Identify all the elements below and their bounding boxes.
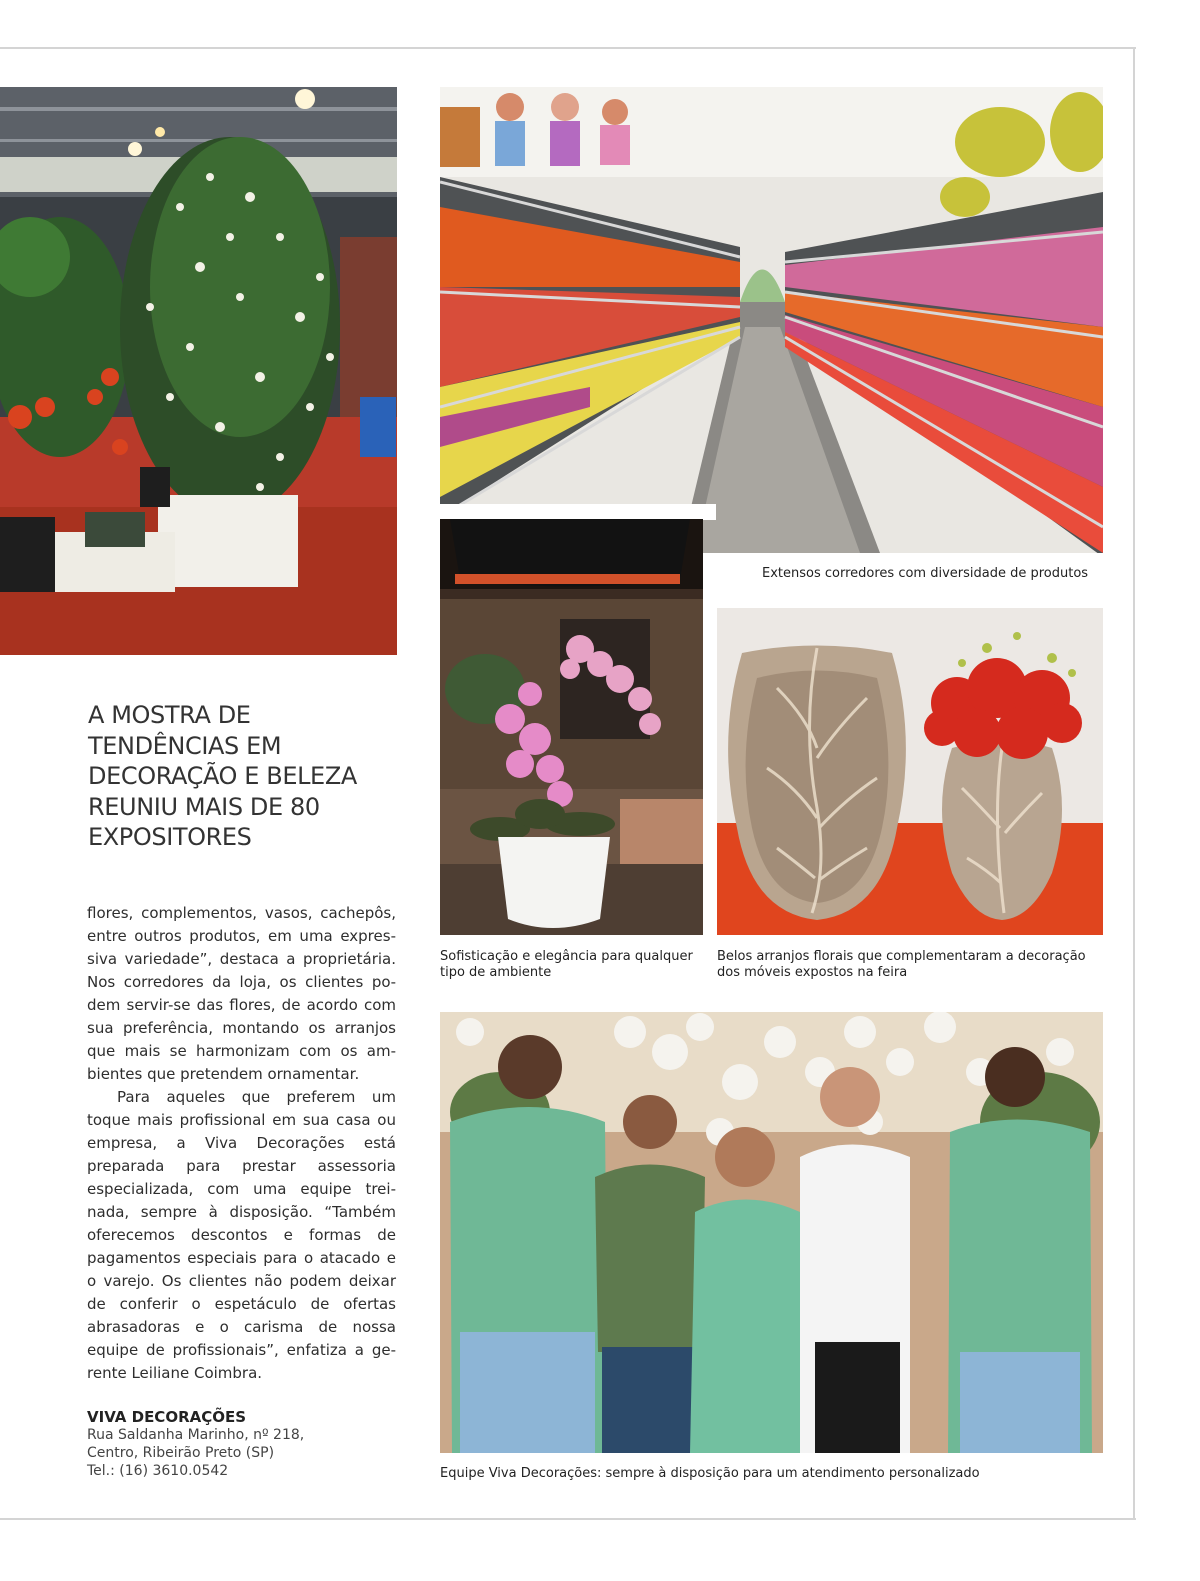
caption-team-photo: Equipe Viva Decorações: sempre à disposição para um atendimento personalizado xyxy=(440,1466,980,1481)
business-name: VIVA DECORAÇÕES xyxy=(87,1408,247,1426)
team-photo xyxy=(440,1012,1103,1453)
expo-floral-display-photo xyxy=(0,87,397,655)
store-aisle-photo xyxy=(440,87,1103,553)
address-line-2: Centro, Ribeirão Preto (SP) xyxy=(87,1445,275,1461)
metallic-vases-photo xyxy=(717,608,1103,935)
article-body xyxy=(87,902,396,1385)
caption-aisle-photo: Extensos corredores com diversidade de produtos xyxy=(762,566,1089,581)
article-headline: A MOSTRA DE TENDÊNCIAS EM DECORAÇÃO E BELEZA REUNIU MAIS DE 80 EXPOSITORES xyxy=(88,701,357,851)
orchid-arrangement-photo xyxy=(440,519,703,935)
caption-vases-photo: Belos arranjos florais que complementaram a decoração dos móveis expostos na feira xyxy=(717,949,1086,980)
body-paragraph-2: Para aqueles que preferem um toque mais profissional em sua casa ou empresa, a Viva Decorações está preparada para prestar assessoria especializada, com uma equipe treinada, sempre à disposição. “Também oferecemos descontos e formas de pagamentos especiais para o atacado e o varejo. Os clientes não podem deixar de conferir o espetáculo de ofertas abrasadoras e o carisma de nossa equipe de profissionais”, enfatiza a gerente Leiliane Coimbra. xyxy=(87,1088,396,1382)
page-frame-top xyxy=(0,47,1136,49)
page-frame-bottom xyxy=(0,1518,1136,1520)
body-paragraph-1: flores, complementos, vasos, cachepôs, entre outros produtos, em uma expressiva variedade”, destaca a proprietária. Nos corredores da loja, os clientes podem servir-se das flores, de acordo com sua preferência, montando os arranjos que mais se harmonizam com os ambientes que pretendem ornamentar. xyxy=(87,904,396,1083)
address-line-1: Rua Saldanha Marinho, nº 218, xyxy=(87,1427,305,1443)
page-frame-right xyxy=(1133,47,1135,1520)
contact-info xyxy=(87,1408,387,1480)
layout-gutter xyxy=(440,504,716,520)
caption-orchid-photo: Sofisticação e elegância para qualquer tipo de ambiente xyxy=(440,949,693,980)
phone-number: Tel.: (16) 3610.0542 xyxy=(87,1463,229,1479)
